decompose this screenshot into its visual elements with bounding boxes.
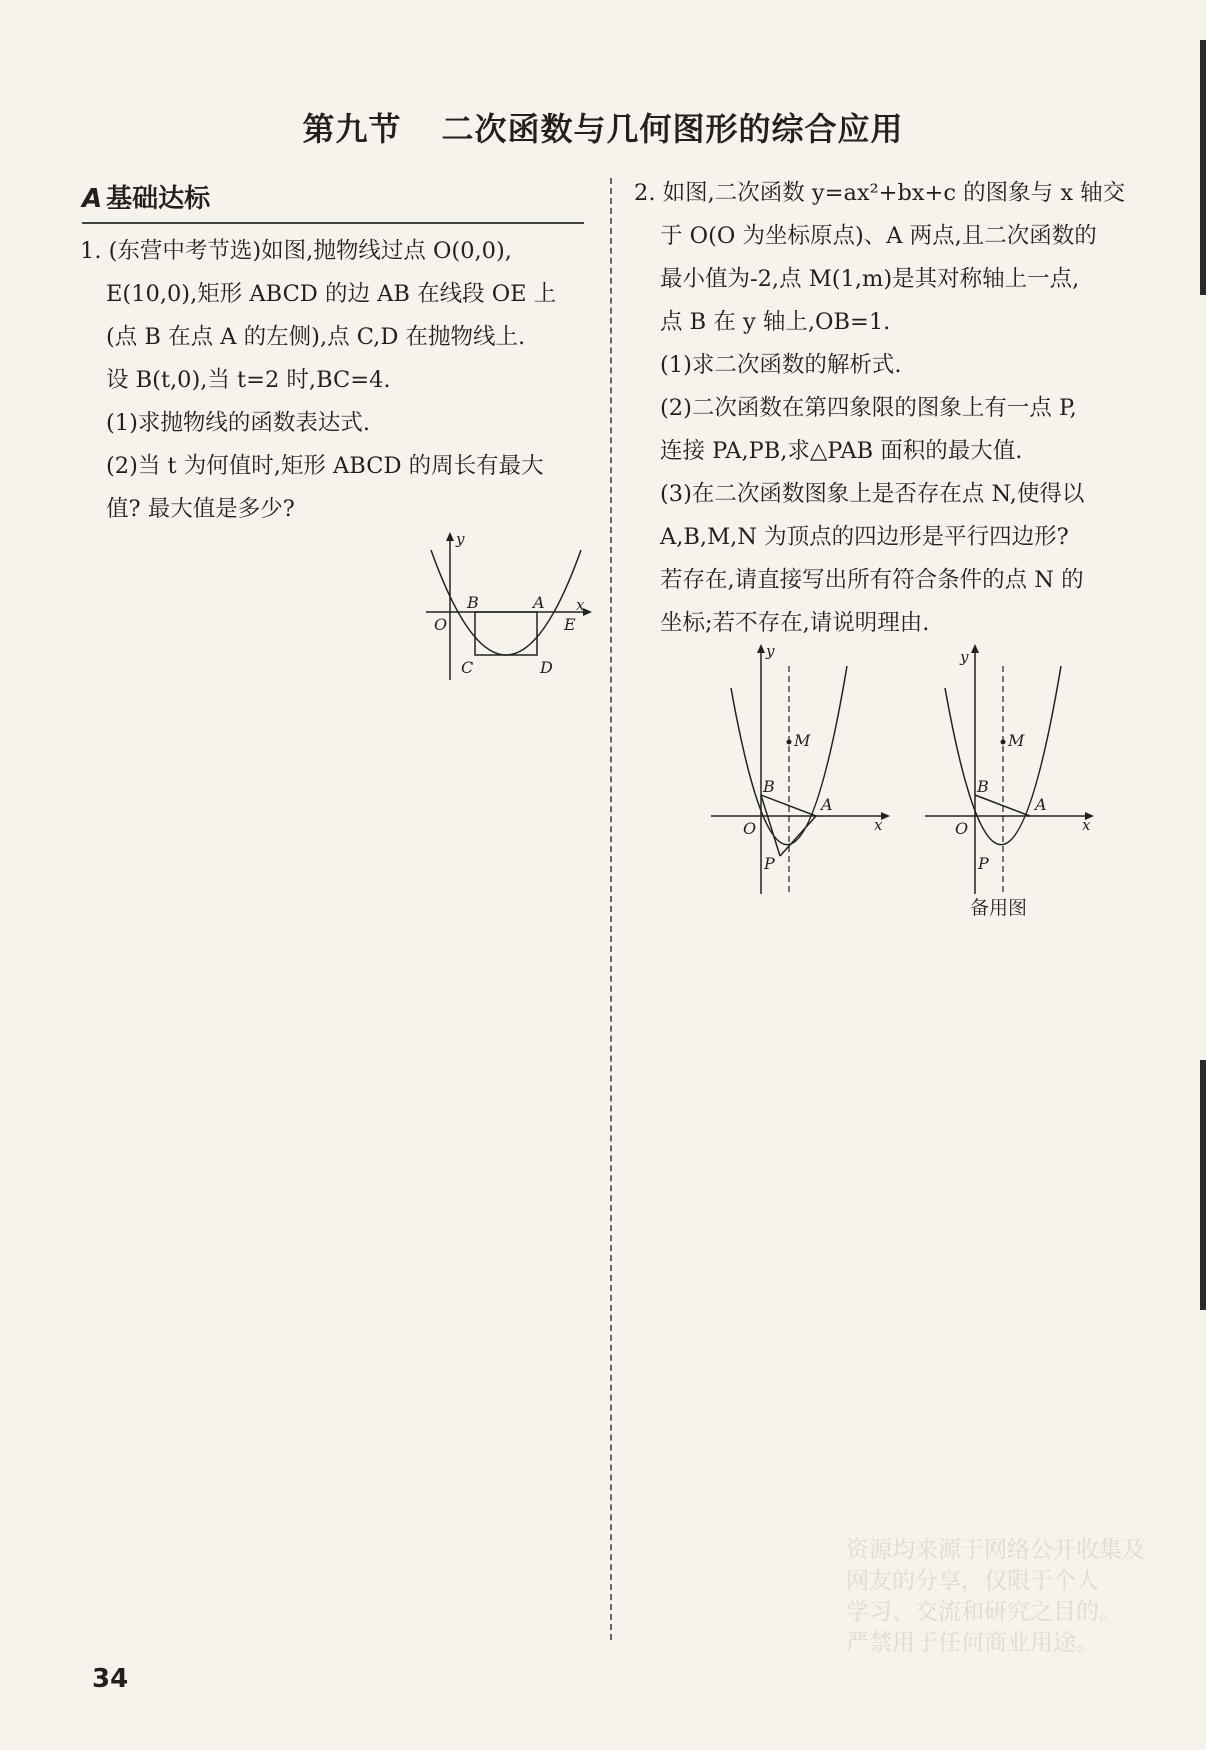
problem-2-line: 若存在,请直接写出所有符合条件的点 N 的 [660,567,1084,593]
label-b: B [467,593,479,612]
problem-1-line: (2)当 t 为何值时,矩形 ABCD 的周长有最大 [106,453,544,479]
page-number: 34 [92,1664,129,1694]
label-p: P [764,854,775,873]
label-y: y [766,642,775,660]
problem-1-line: (点 B 在点 A 的左侧),点 C,D 在抛物线上. [106,324,526,350]
label-b: B [763,777,775,796]
parabola [431,550,581,655]
problem-2-line: 2. 如图,二次函数 y=ax²+bx+c 的图象与 x 轴交 [634,180,1126,206]
problem-2-line: 最小值为-2,点 M(1,m)是其对称轴上一点, [660,266,1080,292]
watermark-line: 资源均来源于网络公开收集及 [846,1537,1145,1563]
level-label: 基础达标 [106,184,211,214]
backup-figure-caption: 备用图 [970,897,1028,919]
section-topic: 二次函数与几何图形的综合应用 [441,110,904,148]
watermark-line: 严禁用于任何商业用途。 [846,1630,1099,1656]
rectangle-abcd [475,612,537,655]
label-a: A [533,593,545,612]
label-o: O [743,819,757,838]
label-y: y [456,530,465,548]
label-m: M [1008,731,1025,750]
watermark-line: 学习、交流和研究之目的。 [846,1599,1122,1625]
watermark-line: 网友的分享，仅限于个人 [846,1568,1099,1594]
problem-1-figure [416,530,596,690]
watermark [846,1535,1206,1659]
page-edge-tab [1200,1060,1206,1310]
section-title [0,104,1206,150]
label-x: x [576,596,585,614]
label-y: y [960,648,969,666]
label-o: O [434,615,448,634]
problem-2-line: 连接 PA,PB,求△PAB 面积的最大值. [660,438,1023,464]
problem-2-line: (1)求二次函数的解析式. [660,352,902,378]
label-x: x [874,816,883,834]
level-letter: A [82,184,103,214]
page-edge-tab [1200,40,1206,295]
label-o: O [955,819,969,838]
section-number: 第九节 [302,110,402,148]
backup-figure [920,642,1106,898]
problem-2-line: 坐标;若不存在,请说明理由. [660,610,930,636]
segment-bp [761,795,780,856]
problem-2-line: (2)二次函数在第四象限的图象上有一点 P, [660,395,1077,421]
label-m: M [794,731,811,750]
label-x: x [1082,816,1091,834]
label-a: A [1035,795,1047,814]
label-e: E [564,615,576,634]
label-a: A [821,795,833,814]
label-p: P [978,854,989,873]
y-axis-arrow [446,532,454,541]
problem-1-line: 设 B(t,0),当 t=2 时,BC=4. [106,367,391,393]
problem-1-line: 1. (东营中考节选)如图,抛物线过点 O(0,0), [80,238,512,264]
problem-2-line: 点 B 在 y 轴上,OB=1. [660,309,891,335]
problem-1-line: 值? 最大值是多少? [106,496,295,522]
level-heading [82,178,584,224]
point-m [1001,740,1006,745]
segment-pa [780,816,816,856]
y-axis-arrow [971,644,979,653]
problem-2-figure [706,642,892,898]
y-axis-arrow [757,644,765,653]
problem-2-line: A,B,M,N 为顶点的四边形是平行四边形? [660,524,1069,550]
problem-2-line: 于 O(O 为坐标原点)、A 两点,且二次函数的 [660,223,1097,249]
problem-1 [80,230,590,531]
column-divider [610,178,612,1640]
label-d: D [540,658,553,677]
label-b: B [977,777,989,796]
problem-1-line: (1)求抛物线的函数表达式. [106,410,371,436]
point-m [787,740,792,745]
problem-1-line: E(10,0),矩形 ABCD 的边 AB 在线段 OE 上 [106,281,557,307]
problem-2-line: (3)在二次函数图象上是否存在点 N,使得以 [660,481,1085,507]
problem-2 [634,172,1154,645]
label-c: C [461,658,474,677]
